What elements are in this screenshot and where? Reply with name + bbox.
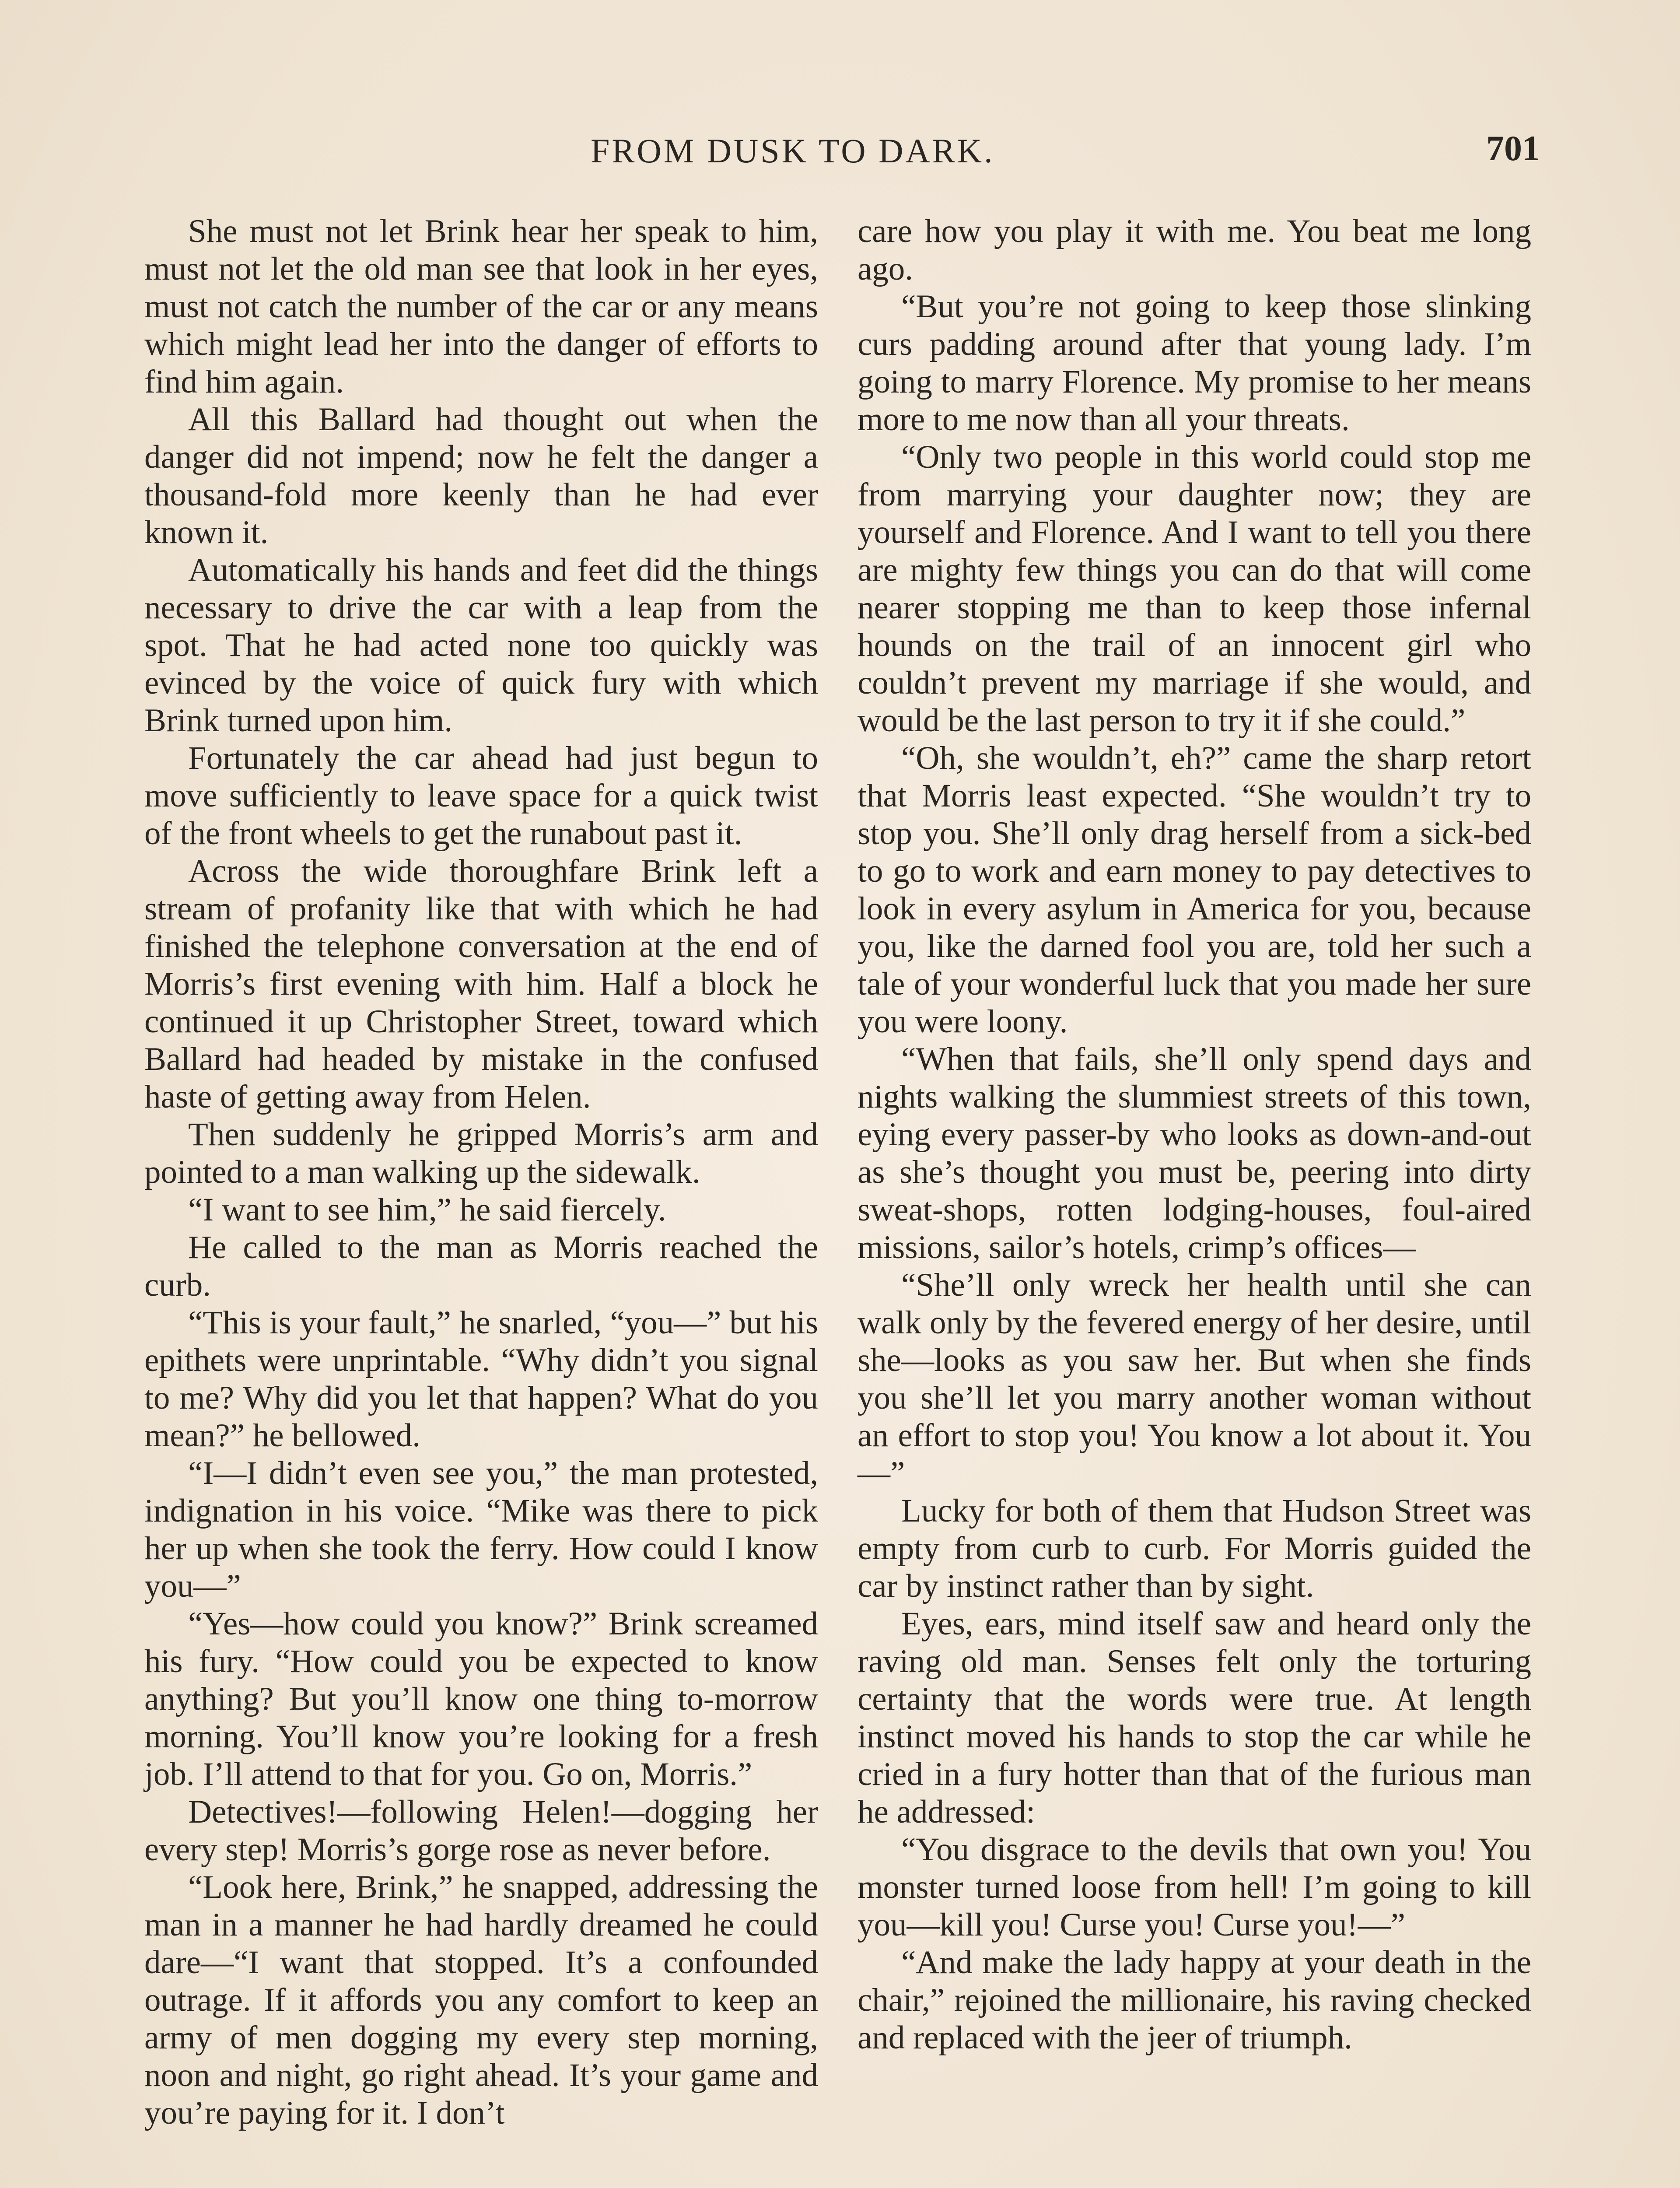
paragraph: “Only two people in this world could stop me from marrying your daughter now; they are yourself and Florence. And I want to tell you there are mighty few things you can do that will come nearer stopping me than to keep those infernal hounds on the trail of an innocent girl who couldn’t prevent my marriage if she would, and would be the last person to try it if she could.” [858, 439, 1531, 739]
running-title: FROM DUSK TO DARK. [591, 132, 995, 170]
paragraph: He called to the man as Morris reached the curb. [144, 1229, 818, 1303]
left-column [144, 213, 818, 2132]
paragraph: “I want to see him,” he said fiercely. [188, 1192, 666, 1228]
paragraph: Eyes, ears, mind itself saw and heard only the raving old man. Senses felt only the torturing certainty that the words were true. At length instinct moved his hands to stop the car while he cried in a fury hotter than that of the furious man he addressed: [858, 1606, 1531, 1830]
paragraph: “When that fails, she’ll only spend days and nights walking the slummiest streets of this town, eying every passer-by who looks as down-and-out as she’s thought you must be, peering into dirty sweat-shops, rotten lodging-houses, foul-aired missions, sailor’s hotels, crimp’s offices— [858, 1041, 1531, 1266]
paragraph: All this Ballard had thought out when the danger did not impend; now he felt the danger a thousand-fold more keenly than he had ever known it. [144, 401, 818, 551]
paragraph: “Look here, Brink,” he snapped, addressing the man in a manner he had hardly dreamed he could dare—“I want that stopped. It’s a confounded outrage. If it affords you any comfort to keep an army of men dogging my every step morning, noon and night, go right ahead. It’s your game and you’re paying for it. I don’t [144, 1869, 818, 2131]
paragraph: “Yes—how could you know?” Brink screamed his fury. “How could you be expected to know anything? But you’ll know one thing to-morrow morning. You’ll know you’re looking for a fresh job. I’ll attend to that for you. Go on, Morris.” [144, 1606, 818, 1792]
paragraph: “But you’re not going to keep those slinking curs padding around after that young lady. I’m going to marry Florence. My promise to her means more to me now than all your threats. [858, 288, 1531, 438]
running-head [0, 128, 1680, 179]
paragraph: Automatically his hands and feet did the things necessary to drive the car with a leap from the spot. That he had acted none too quickly was evinced by the voice of quick fury with which Brink turned upon him. [144, 552, 818, 739]
paragraph: “She’ll only wreck her health until she can walk only by the fevered energy of her desire, until she—looks as you saw her. But when she finds you she’ll let you marry another woman without an effort to stop you! You know a lot about it. You—” [858, 1267, 1531, 1491]
paragraph: “And make the lady happy at your death in the chair,” rejoined the millionaire, his raving checked and replaced with the jeer of triumph. [858, 1944, 1531, 2056]
paragraph: “You disgrace to the devils that own you! You monster turned loose from hell! I’m going to kill you—kill you! Curse you! Curse you!—” [858, 1831, 1531, 1943]
paragraph: Fortunately the car ahead had just begun to move sufficiently to leave space for a quick twist of the front wheels to get the runabout past it. [144, 740, 818, 852]
paragraph: Detectives!—following Helen!—dogging her every step! Morris’s gorge rose as never before. [144, 1794, 818, 1868]
paragraph: “Oh, she wouldn’t, eh?” came the sharp retort that Morris least expected. “She wouldn’t try to stop you. She’ll only drag herself from a sick-bed to go to work and earn money to pay detectives to look in every asylum in America for you, because you, like the darned fool you are, told her such a tale of your wonderful luck that you made her sure you were loony. [858, 740, 1531, 1040]
paragraph: “I—I didn’t even see you,” the man protested, indignation in his voice. “Mike was there to pick her up when she took the ferry. How could I know you—” [144, 1455, 818, 1604]
paragraph-continuation: care how you play it with me. You beat me long ago. [858, 213, 1531, 287]
paragraph: Lucky for both of them that Hudson Street was empty from curb to curb. For Morris guided the car by instinct rather than by sight. [858, 1493, 1531, 1604]
paragraph: Then suddenly he gripped Morris’s arm and pointed to a man walking up the sidewalk. [144, 1116, 818, 1190]
page-number: 701 [1486, 128, 1540, 168]
paragraph: She must not let Brink hear her speak to him, must not let the old man see that look in her eyes, must not catch the number of the car or any means which might lead her into the danger of efforts to find him again. [144, 213, 818, 400]
right-column [858, 213, 1531, 2057]
paragraph: “This is your fault,” he snarled, “you—” but his epithets were unprintable. “Why didn’t you signal to me? Why did you let that happen? What do you mean?” he bellowed. [144, 1304, 818, 1454]
paragraph: Across the wide thoroughfare Brink left a stream of profanity like that with which he had finished the telephone conversation at the end of Morris’s first evening with him. Half a block he continued it up Christopher Street, toward which Ballard had headed by mistake in the confused haste of getting away from Helen. [144, 853, 818, 1115]
